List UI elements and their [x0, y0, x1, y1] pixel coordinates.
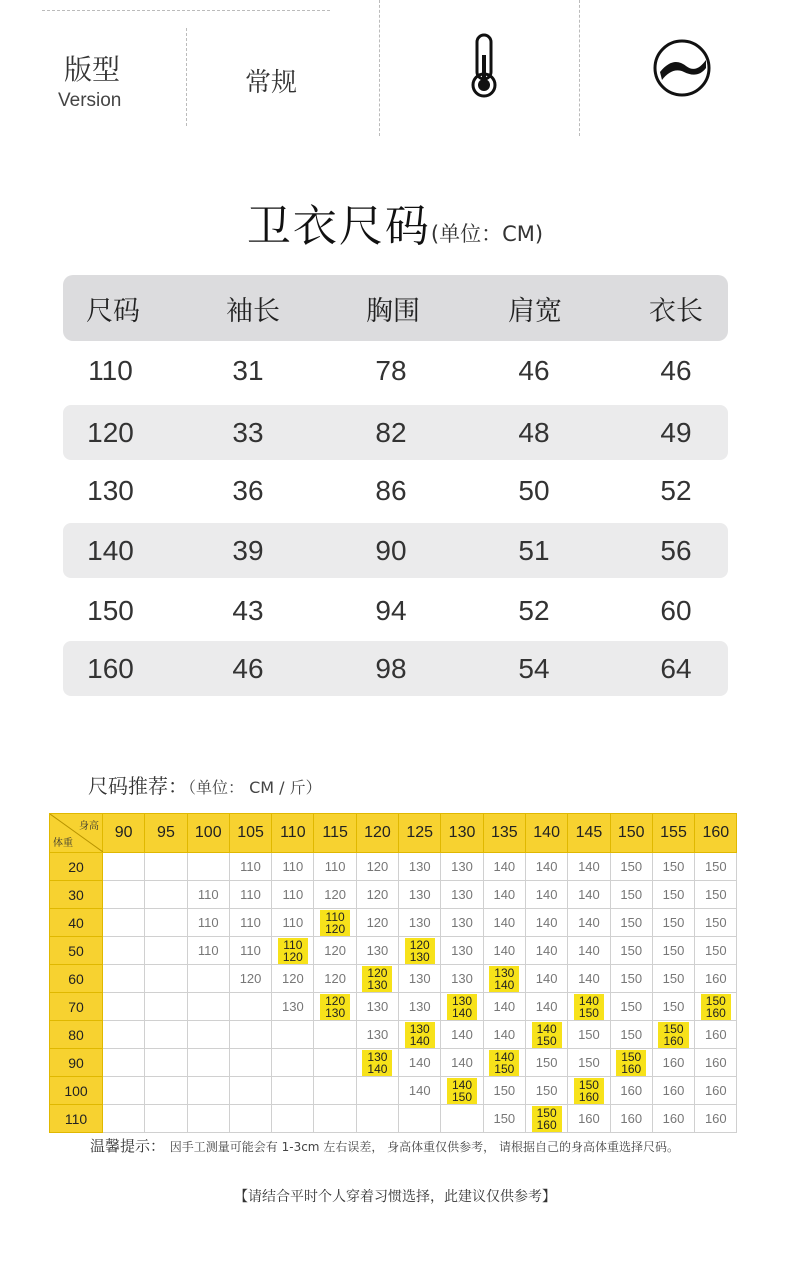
table-cell: 43 — [232, 594, 264, 626]
recommend-title-text: 尺码推荐： — [88, 774, 188, 798]
grid-row — [50, 965, 737, 993]
highlight-size: 130 140 — [489, 966, 519, 992]
weight-header-cell: 70 — [50, 993, 103, 1021]
recommend-unit: （单位： CM / 斤） — [188, 778, 322, 797]
table-cell: 78 — [375, 354, 407, 386]
header-cell: 袖长 — [226, 295, 280, 327]
tip — [90, 1135, 679, 1156]
highlight-size: 140 150 — [447, 1078, 477, 1104]
table-cell: 110 — [88, 354, 133, 386]
grid-cell: 110 — [272, 881, 314, 909]
grid-cell: 120 — [356, 909, 398, 937]
table-cell: 52 — [518, 594, 550, 626]
table-cell: 46 — [232, 652, 264, 684]
grid-cell: 140 — [399, 1049, 441, 1077]
highlight-size: 120 130 — [320, 994, 350, 1020]
grid-cell — [568, 1077, 610, 1105]
title-unit: (单位：CM) — [430, 222, 544, 246]
tip-label: 温馨提示： — [90, 1137, 166, 1155]
grid-cell — [145, 1049, 187, 1077]
grid-cell — [145, 1021, 187, 1049]
grid-cell: 130 — [356, 937, 398, 965]
corner-weight-label: 体重 — [53, 838, 73, 849]
grid-cell: 150 — [695, 881, 737, 909]
grid-cell — [610, 1049, 652, 1077]
table-cell: 31 — [232, 354, 264, 386]
grid-cell — [525, 1105, 567, 1133]
highlight-size: 150 160 — [616, 1050, 646, 1076]
grid-cell: 140 — [568, 853, 610, 881]
divider — [186, 28, 187, 126]
grid-cell — [229, 1021, 271, 1049]
grid-cell — [272, 1049, 314, 1077]
grid-cell: 120 — [314, 965, 356, 993]
grid-cell: 130 — [272, 993, 314, 1021]
grid-cell: 110 — [229, 909, 271, 937]
grid-cell: 110 — [187, 909, 229, 937]
height-header-cell: 125 — [399, 814, 441, 853]
table-cell: 48 — [518, 416, 550, 448]
grid-cell: 110 — [187, 881, 229, 909]
table-row — [63, 405, 728, 460]
grid-cell: 120 — [356, 881, 398, 909]
grid-cell: 140 — [483, 1021, 525, 1049]
grid-cell: 130 — [399, 909, 441, 937]
height-header-cell: 105 — [229, 814, 271, 853]
grid-cell: 140 — [568, 909, 610, 937]
highlight-size: 150 160 — [658, 1022, 688, 1048]
table-cell: 49 — [660, 416, 692, 448]
grid-cell: 150 — [652, 965, 694, 993]
grid-row — [50, 853, 737, 881]
table-cell: 82 — [375, 416, 407, 448]
table-cell: 160 — [87, 652, 134, 684]
grid-cell: 130 — [441, 853, 483, 881]
highlight-size: 140 150 — [532, 1022, 562, 1048]
header-cell: 肩宽 — [508, 295, 562, 327]
grid-cell — [652, 1021, 694, 1049]
table-cell: 60 — [660, 594, 692, 626]
table-cell: 36 — [232, 474, 264, 506]
grid-cell: 150 — [483, 1077, 525, 1105]
weight-header-cell: 100 — [50, 1077, 103, 1105]
grid-cell: 150 — [610, 937, 652, 965]
grid-cell: 130 — [399, 881, 441, 909]
grid-cell: 150 — [568, 1021, 610, 1049]
grid-cell — [399, 937, 441, 965]
grid-cell: 160 — [695, 1105, 737, 1133]
grid-cell — [356, 1077, 398, 1105]
grid-cell: 150 — [652, 937, 694, 965]
grid-cell: 150 — [652, 909, 694, 937]
grid-cell — [314, 1049, 356, 1077]
grid-cell: 110 — [229, 937, 271, 965]
size-table — [63, 275, 728, 700]
weight-header-cell: 30 — [50, 881, 103, 909]
grid-header-row — [50, 814, 737, 853]
grid-cell: 140 — [525, 881, 567, 909]
grid-cell: 150 — [695, 853, 737, 881]
highlight-size: 120 130 — [405, 938, 435, 964]
grid-cell — [356, 1105, 398, 1133]
highlight-size: 140 150 — [489, 1050, 519, 1076]
grid-cell — [483, 965, 525, 993]
highlight-size: 130 140 — [362, 1050, 392, 1076]
divider — [579, 0, 580, 136]
grid-cell: 110 — [229, 853, 271, 881]
grid-cell: 140 — [483, 853, 525, 881]
grid-cell: 130 — [399, 993, 441, 1021]
table-cell: 51 — [518, 534, 550, 566]
table-row — [63, 463, 728, 518]
grid-cell — [314, 909, 356, 937]
table-cell: 94 — [375, 594, 407, 626]
table-cell: 130 — [87, 474, 134, 506]
grid-cell — [441, 1077, 483, 1105]
height-header-cell: 95 — [145, 814, 187, 853]
grid-cell: 140 — [568, 937, 610, 965]
highlight-size: 130 140 — [405, 1022, 435, 1048]
grid-cell: 160 — [652, 1049, 694, 1077]
grid-cell: 160 — [568, 1105, 610, 1133]
grid-cell — [103, 1077, 145, 1105]
grid-cell — [695, 993, 737, 1021]
grid-cell — [229, 1049, 271, 1077]
grid-cell — [187, 853, 229, 881]
table-cell: 86 — [375, 474, 407, 506]
grid-cell — [314, 1077, 356, 1105]
height-header-cell: 160 — [695, 814, 737, 853]
grid-cell — [145, 1077, 187, 1105]
grid-cell: 120 — [314, 881, 356, 909]
table-cell: 46 — [660, 354, 692, 386]
table-cell: 33 — [232, 416, 264, 448]
thermometer-icon — [467, 33, 501, 103]
grid-cell — [103, 965, 145, 993]
grid-cell — [103, 909, 145, 937]
height-header-cell: 110 — [272, 814, 314, 853]
table-cell: 64 — [660, 652, 692, 684]
grid-cell: 130 — [441, 965, 483, 993]
grid-cell: 150 — [610, 853, 652, 881]
table-row — [63, 343, 728, 398]
weight-header-cell: 50 — [50, 937, 103, 965]
grid-cell — [272, 1021, 314, 1049]
grid-cell — [187, 993, 229, 1021]
grid-cell — [229, 1077, 271, 1105]
grid-corner — [50, 814, 103, 853]
grid-cell — [441, 993, 483, 1021]
grid-cell: 150 — [525, 1049, 567, 1077]
grid-cell: 140 — [483, 881, 525, 909]
weight-header-cell: 40 — [50, 909, 103, 937]
height-header-cell: 120 — [356, 814, 398, 853]
grid-cell — [145, 881, 187, 909]
fabric-wave-icon — [652, 38, 712, 102]
header-cell: 尺码 — [86, 295, 140, 327]
grid-cell — [187, 1077, 229, 1105]
grid-cell: 160 — [695, 1077, 737, 1105]
grid-cell: 150 — [610, 881, 652, 909]
grid-cell: 160 — [610, 1105, 652, 1133]
grid-cell: 130 — [441, 881, 483, 909]
highlight-size: 150 160 — [701, 994, 731, 1020]
version-label-en: Version — [58, 90, 122, 111]
recommend-grid — [49, 813, 737, 1133]
grid-cell: 140 — [525, 853, 567, 881]
grid-cell: 130 — [399, 853, 441, 881]
table-cell: 98 — [375, 652, 407, 684]
grid-cell: 150 — [652, 853, 694, 881]
grid-row — [50, 1049, 737, 1077]
grid-cell: 130 — [441, 909, 483, 937]
grid-cell: 140 — [525, 937, 567, 965]
highlight-size: 120 130 — [362, 966, 392, 992]
grid-cell — [356, 965, 398, 993]
grid-cell: 160 — [610, 1077, 652, 1105]
grid-cell: 110 — [314, 853, 356, 881]
grid-cell: 150 — [652, 993, 694, 1021]
grid-cell: 160 — [652, 1105, 694, 1133]
grid-cell — [272, 1105, 314, 1133]
grid-cell: 160 — [652, 1077, 694, 1105]
grid-cell — [441, 1105, 483, 1133]
grid-cell — [525, 1021, 567, 1049]
grid-row — [50, 1105, 737, 1133]
grid-cell — [145, 909, 187, 937]
size-table-header — [63, 275, 728, 341]
grid-cell: 150 — [610, 1021, 652, 1049]
grid-cell — [356, 1049, 398, 1077]
table-cell: 54 — [518, 652, 550, 684]
grid-cell — [103, 881, 145, 909]
grid-cell — [399, 1105, 441, 1133]
grid-cell — [272, 1077, 314, 1105]
highlight-size: 140 150 — [574, 994, 604, 1020]
grid-cell: 130 — [399, 965, 441, 993]
height-header-cell: 90 — [103, 814, 145, 853]
grid-cell: 110 — [229, 881, 271, 909]
height-header-cell: 130 — [441, 814, 483, 853]
grid-cell: 110 — [272, 909, 314, 937]
grid-cell — [103, 853, 145, 881]
grid-cell — [187, 1021, 229, 1049]
grid-cell: 140 — [525, 909, 567, 937]
grid-cell — [568, 993, 610, 1021]
grid-cell — [103, 993, 145, 1021]
grid-cell — [187, 1049, 229, 1077]
grid-cell — [399, 1021, 441, 1049]
grid-cell — [145, 965, 187, 993]
grid-row — [50, 909, 737, 937]
grid-cell: 140 — [568, 881, 610, 909]
grid-cell: 140 — [568, 965, 610, 993]
grid-cell: 160 — [695, 1049, 737, 1077]
grid-cell — [314, 1021, 356, 1049]
grid-cell: 160 — [695, 965, 737, 993]
grid-cell — [483, 1049, 525, 1077]
grid-cell — [145, 1105, 187, 1133]
weight-header-cell: 110 — [50, 1105, 103, 1133]
grid-cell: 150 — [483, 1105, 525, 1133]
table-cell: 120 — [87, 416, 134, 448]
grid-cell: 140 — [399, 1077, 441, 1105]
grid-cell: 140 — [483, 909, 525, 937]
footer-note: 【请结合平时个人穿着习惯选择，此建议仅供参考】 — [234, 1189, 556, 1205]
grid-cell — [187, 1105, 229, 1133]
grid-cell — [103, 1021, 145, 1049]
height-header-cell: 115 — [314, 814, 356, 853]
grid-row — [50, 937, 737, 965]
table-cell: 50 — [518, 474, 550, 506]
table-cell: 39 — [232, 534, 264, 566]
highlight-size: 150 160 — [532, 1106, 562, 1132]
grid-cell — [145, 937, 187, 965]
height-header-cell: 155 — [652, 814, 694, 853]
grid-cell: 120 — [314, 937, 356, 965]
grid-cell: 130 — [356, 1021, 398, 1049]
height-header-cell: 150 — [610, 814, 652, 853]
weight-header-cell: 90 — [50, 1049, 103, 1077]
grid-cell: 150 — [610, 993, 652, 1021]
version-label-cn: 版型 — [64, 53, 121, 86]
table-cell: 52 — [660, 474, 692, 506]
grid-cell — [103, 1105, 145, 1133]
highlight-size: 110 120 — [320, 910, 350, 936]
grid-cell — [103, 1049, 145, 1077]
grid-cell: 150 — [652, 881, 694, 909]
height-header-cell: 145 — [568, 814, 610, 853]
grid-cell — [272, 937, 314, 965]
highlight-size: 110 120 — [278, 938, 308, 964]
table-row — [63, 641, 728, 696]
table-cell: 46 — [518, 354, 550, 386]
table-cell: 150 — [87, 594, 134, 626]
grid-row — [50, 1077, 737, 1105]
grid-cell: 130 — [441, 937, 483, 965]
grid-cell — [145, 993, 187, 1021]
height-header-cell: 100 — [187, 814, 229, 853]
grid-cell: 140 — [483, 993, 525, 1021]
grid-cell: 150 — [568, 1049, 610, 1077]
grid-cell — [314, 993, 356, 1021]
grid-cell: 140 — [525, 993, 567, 1021]
highlight-size: 150 160 — [574, 1078, 604, 1104]
grid-cell: 150 — [610, 965, 652, 993]
weight-header-cell: 80 — [50, 1021, 103, 1049]
header-cell: 衣长 — [649, 295, 703, 327]
grid-cell: 150 — [610, 909, 652, 937]
grid-row — [50, 881, 737, 909]
grid-cell: 110 — [272, 853, 314, 881]
grid-cell: 120 — [229, 965, 271, 993]
grid-cell — [229, 1105, 271, 1133]
grid-cell: 140 — [441, 1049, 483, 1077]
table-cell: 90 — [375, 534, 407, 566]
divider — [379, 0, 380, 136]
title-text: 卫衣尺码 — [246, 201, 431, 252]
grid-cell: 140 — [441, 1021, 483, 1049]
table-row — [63, 523, 728, 578]
size-chart-title — [0, 190, 790, 254]
grid-cell: 130 — [356, 993, 398, 1021]
tip-text: 因手工测量可能会有 1-3cm 左右误差， 身高体重仅供参考， 请根据自己的身高体重选择尺码。 — [169, 1140, 679, 1154]
table-cell: 56 — [660, 534, 692, 566]
grid-cell — [187, 965, 229, 993]
weight-header-cell: 20 — [50, 853, 103, 881]
grid-cell: 150 — [525, 1077, 567, 1105]
grid-row — [50, 1021, 737, 1049]
corner-height-label: 身高 — [79, 821, 99, 832]
table-row — [63, 583, 728, 638]
grid-cell: 120 — [356, 853, 398, 881]
grid-cell: 140 — [483, 937, 525, 965]
grid-cell — [145, 853, 187, 881]
version-value: 常规 — [245, 68, 298, 98]
top-divider — [42, 10, 330, 11]
grid-cell — [103, 937, 145, 965]
grid-cell — [314, 1105, 356, 1133]
grid-row — [50, 993, 737, 1021]
table-cell: 140 — [87, 534, 134, 566]
height-header-cell: 135 — [483, 814, 525, 853]
grid-cell: 120 — [272, 965, 314, 993]
grid-cell: 150 — [695, 909, 737, 937]
grid-cell — [229, 993, 271, 1021]
header-cell: 胸围 — [366, 295, 420, 327]
highlight-size: 130 140 — [447, 994, 477, 1020]
height-header-cell: 140 — [525, 814, 567, 853]
grid-cell: 110 — [187, 937, 229, 965]
grid-cell: 160 — [695, 1021, 737, 1049]
grid-cell: 150 — [695, 937, 737, 965]
recommend-title — [88, 770, 322, 799]
weight-header-cell: 60 — [50, 965, 103, 993]
grid-cell: 140 — [525, 965, 567, 993]
